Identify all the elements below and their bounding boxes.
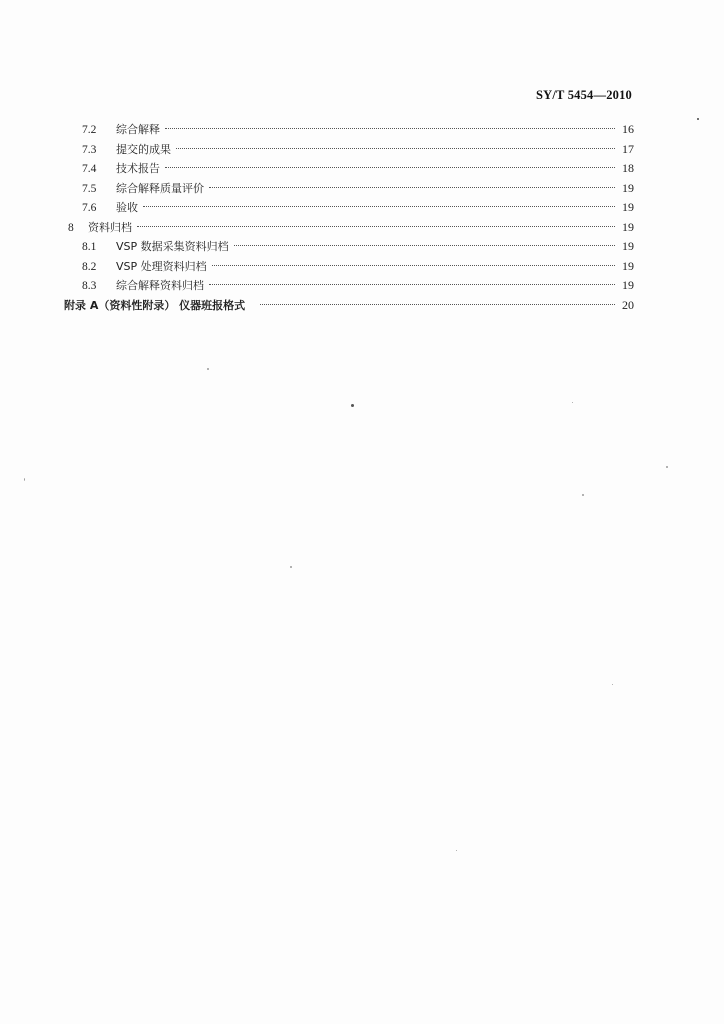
scan-speck [24, 478, 25, 481]
toc-entry-number: 8.2 [82, 260, 97, 273]
toc-leader-dots [260, 304, 615, 305]
toc-leader-dots [234, 245, 615, 246]
toc-entry-title: 验收 [116, 201, 138, 214]
toc-entry[interactable] [64, 179, 634, 199]
toc-entry-title: 附录 A（资料性附录） 仪器班报格式 [64, 298, 246, 312]
toc-entry-page: 19 [622, 258, 634, 273]
toc-entry-page: 16 [622, 122, 634, 136]
toc-leader-dots [165, 128, 615, 129]
scan-speck [666, 466, 668, 468]
toc-entry[interactable] [64, 218, 634, 238]
toc-entry-number: 7.3 [82, 143, 97, 156]
toc-entry-title: 综合解释 [116, 123, 160, 136]
scan-speck [456, 850, 457, 851]
toc-entry[interactable] [64, 257, 634, 277]
toc-entry-number: 8.1 [82, 241, 97, 253]
toc-entry-number: 7.2 [82, 124, 97, 136]
scan-speck [207, 368, 209, 370]
toc-entry-number: 7.6 [82, 202, 97, 214]
toc-leader-dots [165, 167, 615, 168]
toc-entry-page: 17 [622, 141, 634, 156]
toc-entry-title: VSP 数据采集资料归档 [116, 240, 229, 253]
toc-entry[interactable] [64, 120, 634, 140]
toc-entry-page: 19 [622, 200, 634, 214]
toc-entry-number: 7.4 [82, 163, 97, 175]
toc-entry-page: 19 [622, 239, 634, 253]
toc-entry[interactable] [64, 276, 634, 296]
toc-leader-dots [209, 187, 615, 188]
toc-leader-dots [137, 226, 615, 227]
toc-entry-title: 综合解释资料归档 [116, 279, 204, 292]
table-of-contents [64, 120, 634, 315]
toc-entry-number: 8.3 [82, 280, 97, 292]
toc-entry-number: 8 [68, 221, 74, 234]
toc-entry[interactable] [64, 140, 634, 160]
scan-speck [697, 118, 699, 120]
scan-speck [572, 402, 573, 403]
toc-entry-appendix[interactable] [64, 296, 634, 316]
toc-entry[interactable] [64, 159, 634, 179]
toc-entry-page: 18 [622, 161, 634, 175]
toc-leader-dots [212, 265, 615, 266]
toc-entry-title: 技术报告 [116, 162, 160, 175]
scan-speck [351, 404, 354, 407]
toc-leader-dots [176, 148, 615, 149]
toc-leader-dots [143, 206, 615, 207]
toc-entry-page: 19 [622, 180, 634, 195]
toc-entry-title: 综合解释质量评价 [116, 181, 204, 195]
toc-entry-number: 7.5 [82, 182, 97, 195]
standard-number: SY/T 5454—2010 [536, 88, 632, 102]
scan-speck [290, 566, 292, 568]
toc-entry-title: 资料归档 [88, 220, 132, 234]
toc-entry-title: VSP 处理资料归档 [116, 259, 207, 273]
toc-entry[interactable] [64, 198, 634, 218]
toc-entry-page: 19 [622, 219, 634, 234]
toc-entry[interactable] [64, 237, 634, 257]
toc-entry-title: 提交的成果 [116, 142, 171, 156]
scan-speck [582, 494, 584, 496]
toc-entry-page: 20 [622, 297, 634, 312]
scan-speck [612, 684, 613, 685]
toc-entry-page: 19 [622, 278, 634, 292]
toc-leader-dots [209, 284, 615, 285]
